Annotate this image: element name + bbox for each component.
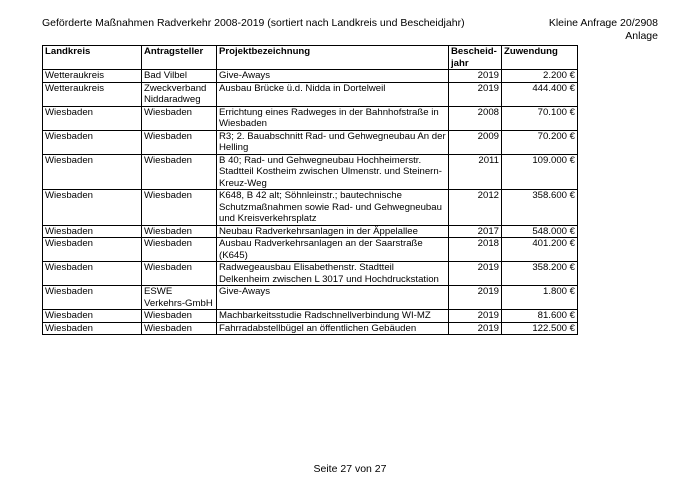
cell-zuwendung: 358.200 €: [502, 262, 578, 286]
cell-bescheidjahr: 2019: [449, 262, 502, 286]
cell-bescheidjahr: 2019: [449, 322, 502, 335]
table-row: [43, 154, 578, 190]
cell-zuwendung: 70.100 €: [502, 106, 578, 130]
cell-projektbezeichnung: Fahrradabstellbügel an öffentlichen Gebäuden: [217, 322, 449, 335]
cell-projektbezeichnung: Neubau Radverkehrsanlagen in der Äppelallee: [217, 225, 449, 238]
cell-bescheidjahr: 2019: [449, 82, 502, 106]
col-header-zuwendung: Zuwendung: [502, 46, 578, 70]
cell-zuwendung: 70.200 €: [502, 130, 578, 154]
cell-landkreis: Wiesbaden: [43, 310, 142, 323]
cell-antragsteller: Zweckverband Niddaradweg: [142, 82, 217, 106]
table-row: [43, 322, 578, 335]
cell-zuwendung: 444.400 €: [502, 82, 578, 106]
cell-projektbezeichnung: Give-Aways: [217, 70, 449, 83]
cell-antragsteller: ESWE Verkehrs-GmbH: [142, 286, 217, 310]
table-row: [43, 310, 578, 323]
cell-bescheidjahr: 2012: [449, 190, 502, 226]
cell-projektbezeichnung: Errichtung eines Radweges in der Bahnhofstraße in Wiesbaden: [217, 106, 449, 130]
table-row: [43, 106, 578, 130]
cell-landkreis: Wiesbaden: [43, 225, 142, 238]
table-header-row: [43, 46, 578, 70]
cell-zuwendung: 2.200 €: [502, 70, 578, 83]
cell-bescheidjahr: 2009: [449, 130, 502, 154]
cell-landkreis: Wiesbaden: [43, 238, 142, 262]
cell-antragsteller: Wiesbaden: [142, 310, 217, 323]
table-row: [43, 70, 578, 83]
cell-antragsteller: Wiesbaden: [142, 106, 217, 130]
table-row: [43, 190, 578, 226]
cell-bescheidjahr: 2018: [449, 238, 502, 262]
cell-zuwendung: 122.500 €: [502, 322, 578, 335]
table-row: [43, 286, 578, 310]
cell-landkreis: Wiesbaden: [43, 190, 142, 226]
cell-zuwendung: 401.200 €: [502, 238, 578, 262]
page-number: Seite 27 von 27: [313, 463, 387, 475]
reference-number: Kleine Anfrage 20/2908: [548, 17, 658, 29]
cell-antragsteller: Wiesbaden: [142, 130, 217, 154]
cell-landkreis: Wiesbaden: [43, 322, 142, 335]
cell-zuwendung: 358.600 €: [502, 190, 578, 226]
cell-landkreis: Wiesbaden: [43, 130, 142, 154]
cell-antragsteller: Wiesbaden: [142, 238, 217, 262]
cell-zuwendung: 109.000 €: [502, 154, 578, 190]
cell-zuwendung: 1.800 €: [502, 286, 578, 310]
cell-landkreis: Wiesbaden: [43, 286, 142, 310]
document-reference: [549, 17, 658, 42]
cell-bescheidjahr: 2019: [449, 70, 502, 83]
cell-projektbezeichnung: Give-Aways: [217, 286, 449, 310]
cell-projektbezeichnung: K648, B 42 alt; Söhnleinstr.; bautechnische Schutzmaßnahmen sowie Rad- und Gehwegneubau und Kreisverkehrsplatz: [217, 190, 449, 226]
table-row: [43, 225, 578, 238]
cell-bescheidjahr: 2017: [449, 225, 502, 238]
cell-antragsteller: Wiesbaden: [142, 262, 217, 286]
col-header-projektbezeichnung: Projektbezeichnung: [217, 46, 449, 70]
cell-landkreis: Wetteraukreis: [43, 70, 142, 83]
cell-zuwendung: 548.000 €: [502, 225, 578, 238]
cell-landkreis: Wiesbaden: [43, 262, 142, 286]
cell-projektbezeichnung: B 40; Rad- und Gehwegneubau Hochheimerstr. Stadtteil Kostheim zwischen Ulmenstr. und Steinern-Kreuz-Weg: [217, 154, 449, 190]
col-header-antragsteller: Antragsteller: [142, 46, 217, 70]
col-header-bescheidjahr: Bescheid-jahr: [449, 46, 502, 70]
table-row: [43, 238, 578, 262]
reference-annex: Anlage: [625, 29, 658, 42]
table-row: [43, 130, 578, 154]
cell-projektbezeichnung: Machbarkeitsstudie Radschnellverbindung WI-MZ: [217, 310, 449, 323]
cell-landkreis: Wiesbaden: [43, 106, 142, 130]
cell-landkreis: Wiesbaden: [43, 154, 142, 190]
document-title: Geförderte Maßnahmen Radverkehr 2008-2019 (sortiert nach Landkreis und Bescheidjahr): [42, 17, 465, 29]
cell-landkreis: Wetteraukreis: [43, 82, 142, 106]
cell-antragsteller: Wiesbaden: [142, 225, 217, 238]
col-header-landkreis: Landkreis: [43, 46, 142, 70]
cell-projektbezeichnung: R3; 2. Bauabschnitt Rad- und Gehwegneubau An der Helling: [217, 130, 449, 154]
cell-antragsteller: Wiesbaden: [142, 154, 217, 190]
cell-bescheidjahr: 2019: [449, 286, 502, 310]
cell-zuwendung: 81.600 €: [502, 310, 578, 323]
cell-antragsteller: Bad Vilbel: [142, 70, 217, 83]
cell-projektbezeichnung: Ausbau Radverkehrsanlagen an der Saarstraße (K645): [217, 238, 449, 262]
cell-antragsteller: Wiesbaden: [142, 322, 217, 335]
cell-antragsteller: Wiesbaden: [142, 190, 217, 226]
cell-projektbezeichnung: Radwegeausbau Elisabethenstr. Stadtteil Delkenheim zwischen L 3017 und Hochdruckstation: [217, 262, 449, 286]
cell-projektbezeichnung: Ausbau Brücke ü.d. Nidda in Dortelweil: [217, 82, 449, 106]
measures-table: [42, 45, 578, 335]
cell-bescheidjahr: 2008: [449, 106, 502, 130]
cell-bescheidjahr: 2011: [449, 154, 502, 190]
table-row: [43, 82, 578, 106]
table-row: [43, 262, 578, 286]
cell-bescheidjahr: 2019: [449, 310, 502, 323]
